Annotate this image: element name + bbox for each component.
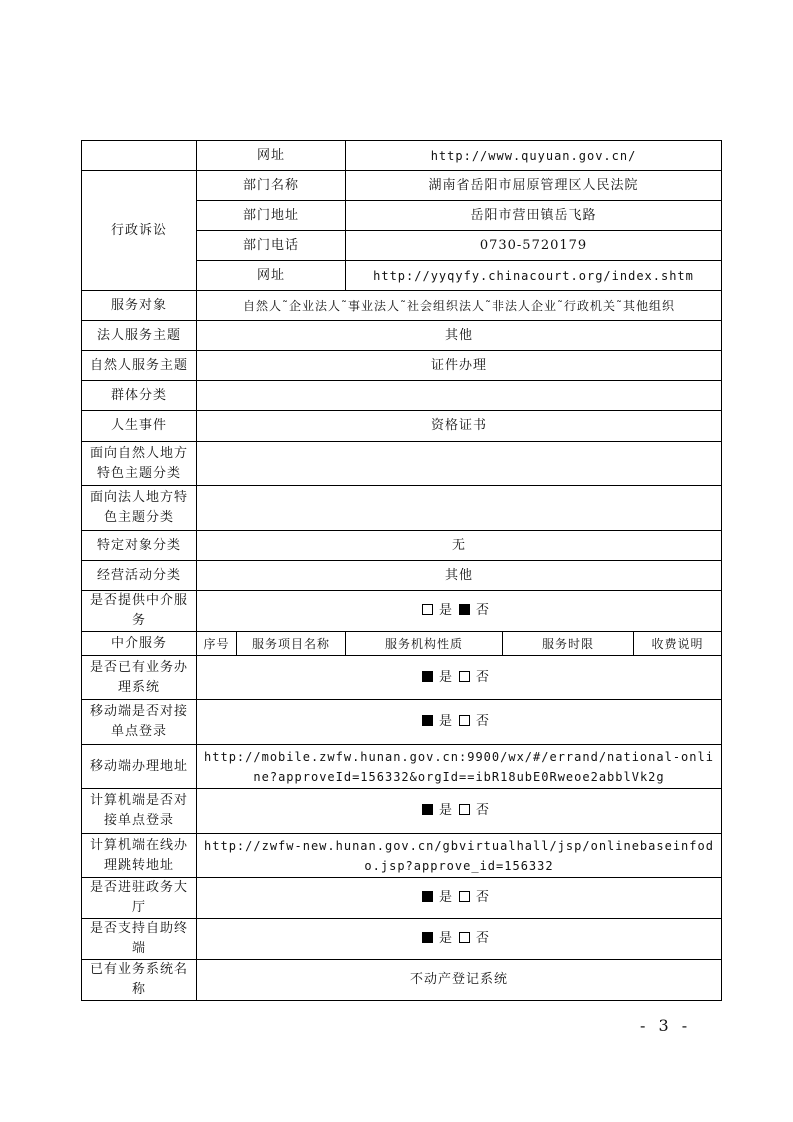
no-checkbox bbox=[459, 891, 470, 902]
no-checkbox bbox=[459, 804, 470, 815]
admin-litigation-row bbox=[82, 171, 722, 201]
business-activity-row bbox=[82, 561, 722, 591]
mobile-url-label: 移动端办理地址 bbox=[82, 745, 197, 789]
service-target-value: 自然人˜企业法人˜事业法人˜社会组织法人˜非法人企业˜行政机关˜其他组织 bbox=[197, 291, 722, 321]
pc-sso-choice bbox=[197, 789, 722, 834]
group-category-row bbox=[82, 381, 722, 411]
has-system-label: 是否已有业务办理系统 bbox=[82, 656, 197, 700]
has-system-row bbox=[82, 656, 722, 700]
self-terminal-row bbox=[82, 919, 722, 960]
service-info-table bbox=[81, 140, 722, 1001]
specific-target-label: 特定对象分类 bbox=[82, 531, 197, 561]
mobile-url-row bbox=[82, 745, 722, 789]
pc-url-row bbox=[82, 834, 722, 878]
service-target-label: 服务对象 bbox=[82, 291, 197, 321]
yes-checkbox-checked bbox=[422, 932, 433, 943]
natural-theme-row bbox=[82, 351, 722, 381]
dept-addr-value: 岳阳市营田镇岳飞路 bbox=[346, 201, 722, 231]
natural-local-theme-label: 面向自然人地方特色主题分类 bbox=[82, 442, 197, 486]
pc-sso-row bbox=[82, 789, 722, 834]
in-hall-row bbox=[82, 878, 722, 919]
yes-checkbox-checked bbox=[422, 804, 433, 815]
no-checkbox bbox=[459, 932, 470, 943]
business-activity-value: 其他 bbox=[197, 561, 722, 591]
natural-theme-value: 证件办理 bbox=[197, 351, 722, 381]
column-header-fee-note: 收费说明 bbox=[634, 632, 722, 656]
dept-website-label: 网址 bbox=[197, 261, 346, 291]
service-target-row bbox=[82, 291, 722, 321]
yes-label: 是 bbox=[438, 931, 453, 946]
intermediary-provided-row bbox=[82, 591, 722, 632]
legal-theme-value: 其他 bbox=[197, 321, 722, 351]
intermediary-service-header-row bbox=[82, 632, 722, 656]
yes-label: 是 bbox=[438, 603, 453, 618]
empty-label-cell bbox=[82, 141, 197, 171]
pc-url-value: http://zwfw-new.hunan.gov.cn/gbvirtualhall/jsp/onlinebaseinfodo.jsp?approve_id=156332 bbox=[197, 834, 722, 878]
mobile-sso-row bbox=[82, 700, 722, 745]
no-checkbox bbox=[459, 671, 470, 682]
dept-phone-value: 0730-5720179 bbox=[346, 231, 722, 261]
legal-theme-label: 法人服务主题 bbox=[82, 321, 197, 351]
life-event-label: 人生事件 bbox=[82, 411, 197, 442]
no-checkbox-checked bbox=[459, 604, 470, 615]
website-label: 网址 bbox=[197, 141, 346, 171]
yes-checkbox-checked bbox=[422, 715, 433, 726]
yes-label: 是 bbox=[438, 803, 453, 818]
has-system-choice bbox=[197, 656, 722, 700]
dept-website-value: http://yyqyfy.chinacourt.org/index.shtm bbox=[346, 261, 722, 291]
natural-local-theme-value bbox=[197, 442, 722, 486]
legal-local-theme-row bbox=[82, 486, 722, 531]
no-label: 否 bbox=[476, 669, 491, 685]
column-header-time-limit: 服务时限 bbox=[503, 632, 634, 656]
self-terminal-label: 是否支持自助终端 bbox=[82, 919, 197, 960]
system-name-value: 不动产登记系统 bbox=[197, 960, 722, 1001]
specific-target-value: 无 bbox=[197, 531, 722, 561]
legal-local-theme-value bbox=[197, 486, 722, 531]
dept-name-label: 部门名称 bbox=[197, 171, 346, 201]
column-header-agency-nature: 服务机构性质 bbox=[346, 632, 503, 656]
no-label: 否 bbox=[476, 603, 491, 618]
admin-litigation-label: 行政诉讼 bbox=[82, 171, 197, 291]
natural-theme-label: 自然人服务主题 bbox=[82, 351, 197, 381]
mobile-sso-choice bbox=[197, 700, 722, 745]
mobile-sso-label: 移动端是否对接单点登录 bbox=[82, 700, 197, 745]
page-number: - 3 - bbox=[640, 1016, 692, 1035]
system-name-label: 已有业务系统名称 bbox=[82, 960, 197, 1001]
group-category-label: 群体分类 bbox=[82, 381, 197, 411]
system-name-row bbox=[82, 960, 722, 1001]
legal-theme-row bbox=[82, 321, 722, 351]
in-hall-label: 是否进驻政务大厅 bbox=[82, 878, 197, 919]
pc-sso-label: 计算机端是否对接单点登录 bbox=[82, 789, 197, 834]
legal-local-theme-label: 面向法人地方特色主题分类 bbox=[82, 486, 197, 531]
business-activity-label: 经营活动分类 bbox=[82, 561, 197, 591]
dept-addr-label: 部门地址 bbox=[197, 201, 346, 231]
dept-phone-label: 部门电话 bbox=[197, 231, 346, 261]
no-label: 否 bbox=[476, 803, 491, 818]
mobile-url-value: http://mobile.zwfw.hunan.gov.cn:9900/wx/#/errand/national-online?approveId=156332&orgId==ibR18ubE0Rweoe2abblVk2g bbox=[197, 745, 722, 789]
group-category-value bbox=[197, 381, 722, 411]
column-header-seq: 序号 bbox=[197, 632, 237, 656]
yes-label: 是 bbox=[438, 890, 453, 905]
yes-checkbox bbox=[422, 604, 433, 615]
yes-checkbox-checked bbox=[422, 891, 433, 902]
no-checkbox bbox=[459, 715, 470, 726]
in-hall-choice bbox=[197, 878, 722, 919]
natural-local-theme-row bbox=[82, 442, 722, 486]
no-label: 否 bbox=[476, 931, 491, 946]
life-event-row bbox=[82, 411, 722, 442]
no-label: 否 bbox=[476, 714, 491, 729]
intermediary-provided-label: 是否提供中介服务 bbox=[82, 591, 197, 632]
yes-label: 是 bbox=[438, 669, 453, 685]
life-event-value: 资格证书 bbox=[197, 411, 722, 442]
column-header-item-name: 服务项目名称 bbox=[237, 632, 346, 656]
website-value: http://www.quyuan.gov.cn/ bbox=[346, 141, 722, 171]
intermediary-service-label: 中介服务 bbox=[82, 632, 197, 656]
no-label: 否 bbox=[476, 890, 491, 905]
yes-label: 是 bbox=[438, 714, 453, 729]
dept-name-value: 湖南省岳阳市屈原管理区人民法院 bbox=[346, 171, 722, 201]
specific-target-row bbox=[82, 531, 722, 561]
website-top-row bbox=[82, 141, 722, 171]
self-terminal-choice bbox=[197, 919, 722, 960]
intermediary-provided-choice bbox=[197, 591, 722, 632]
pc-url-label: 计算机端在线办理跳转地址 bbox=[82, 834, 197, 878]
yes-checkbox-checked bbox=[422, 671, 433, 682]
